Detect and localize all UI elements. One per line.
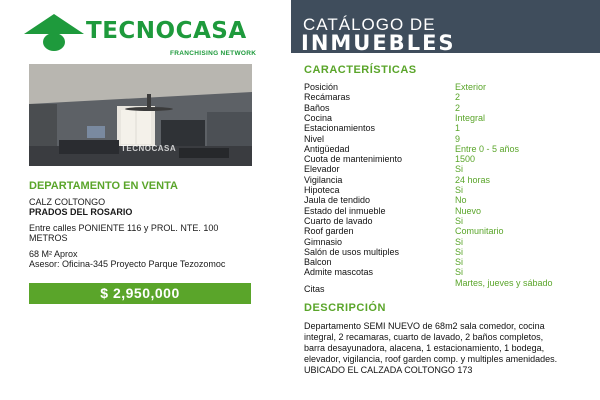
spec-label: Nivel: [304, 133, 325, 144]
description-title: DESCRIPCIÓN: [304, 302, 386, 314]
spec-value: Entre 0 - 5 años: [455, 143, 520, 154]
spec-value: 24 horas: [455, 174, 491, 185]
spec-label: Cocina: [304, 112, 333, 123]
spec-label: Cuarto de lavado: [304, 215, 373, 226]
spec-label: Cuota de mantenimiento: [304, 154, 403, 165]
listing-area: 68 M² Aprox: [29, 249, 78, 259]
description-text: Departamento SEMI NUEVO de 68m2 sala comedor, cocina integral, 2 recamaras, cuarto de lavado, 2 baños completos, barra desayunadora, alacena, 1 estacionamiento, 1 bodega, elevador, vigilancia, roof garden comp. y multiples amenidades. UBICADO EL CALZADA COLTONGO 173: [304, 321, 558, 375]
listing-between-streets: Entre calles PONIENTE 116 y PROL. NTE. 100 METROS: [29, 223, 219, 243]
spec-label: Estacionamientos: [304, 123, 376, 134]
spec-value: Si: [455, 164, 464, 175]
spec-label: Elevador: [304, 164, 340, 175]
spec-value: 1: [455, 123, 461, 134]
spec-value: Si: [455, 215, 464, 226]
spec-value: Nuevo: [455, 205, 482, 216]
spec-label: Gimnasio: [304, 236, 343, 247]
spec-label: Salón de usos multiples: [304, 246, 400, 257]
catalog-header: [291, 0, 600, 53]
spec-value: Exterior: [455, 82, 487, 92]
spec-value: 9: [455, 133, 461, 144]
spec-label: Baños: [304, 102, 330, 113]
listing-street: CALZ COLTONGO: [29, 197, 106, 207]
listing-agent: Asesor: Oficina-345 Proyecto Parque Tezozomoc: [29, 259, 226, 269]
spec-label: Hipoteca: [304, 185, 340, 195]
spec-value: Martes, jueves y sábado: [455, 277, 553, 288]
spec-value: 2: [455, 102, 461, 113]
house-logo-icon: [22, 12, 86, 52]
spec-label: Estado del inmueble: [304, 205, 386, 216]
spec-label: Jaula de tendido: [304, 195, 371, 206]
catalog-title-line2: INMUEBLES: [301, 31, 456, 55]
spec-value: Si: [455, 246, 464, 257]
spec-value: 2: [455, 92, 461, 103]
spec-value: Integral: [455, 112, 486, 123]
photo-watermark: TECNOCASA: [121, 144, 177, 153]
spec-label: Admite mascotas: [304, 267, 374, 278]
spec-value: Si: [455, 257, 464, 268]
listing-title: DEPARTAMENTO EN VENTA: [29, 180, 178, 192]
spec-value: Si: [455, 236, 464, 247]
spec-label: Citas: [304, 283, 325, 294]
logo-subtitle: FRANCHISING NETWORK: [170, 50, 257, 57]
logo-name: TECNOCASA: [86, 18, 247, 44]
listing-colonia: PRADOS DEL ROSARIO: [29, 207, 133, 217]
spec-label: Antigüedad: [304, 143, 350, 154]
spec-value: No: [455, 195, 467, 206]
spec-value: 1500: [455, 154, 476, 165]
catalog-title-line1: CATÁLOGO DE: [303, 15, 436, 34]
tecnocasa-logo: [22, 12, 257, 57]
spec-label: Recámaras: [304, 92, 351, 103]
spec-label: Posición: [304, 82, 339, 92]
spec-label: Balcon: [304, 257, 332, 268]
spec-label: Vigilancia: [304, 174, 343, 185]
property-photo: [29, 64, 252, 166]
spec-row: [304, 278, 594, 300]
spec-value: Comunitario: [455, 226, 504, 237]
price-badge: $ 2,950,000: [29, 283, 251, 304]
spec-value: Si: [455, 267, 464, 278]
spec-label: Roof garden: [304, 226, 354, 237]
specs-title: CARACTERÍSTICAS: [304, 64, 417, 76]
spec-value: Si: [455, 185, 464, 195]
